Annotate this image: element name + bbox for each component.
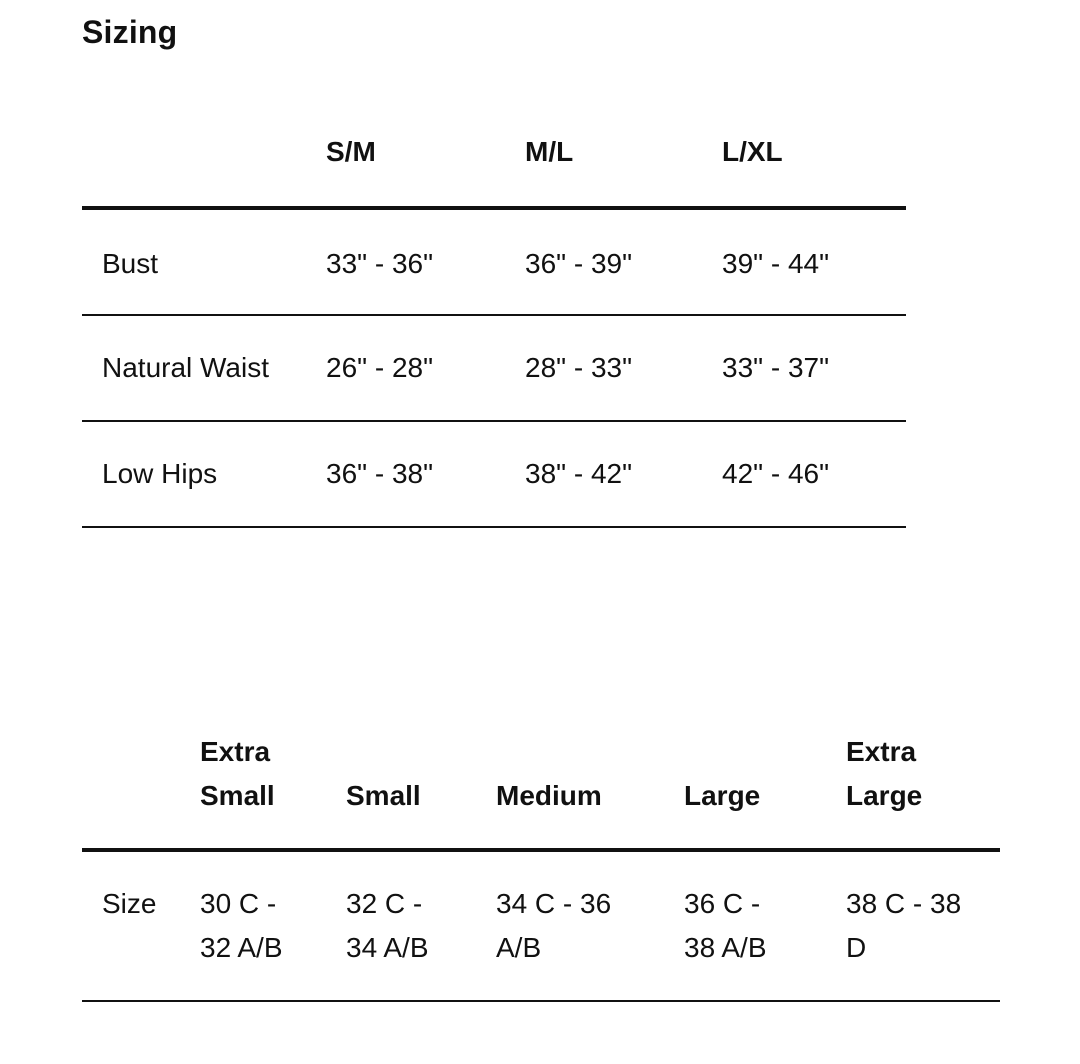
column-header-m-l: M/L	[525, 136, 574, 167]
cell-line: A/B	[496, 932, 542, 963]
header-line: Large	[684, 780, 761, 811]
cell-line: 32 C -	[346, 888, 423, 919]
cell-line: 38 A/B	[684, 932, 767, 963]
size-chart-table-bra	[82, 718, 1000, 1002]
column-header-small	[346, 774, 421, 818]
table-row-natural-waist	[82, 316, 906, 422]
table-cell	[346, 882, 429, 970]
column-header-s-m: S/M	[326, 136, 376, 167]
row-label: Low Hips	[102, 458, 218, 489]
header-line: Small	[346, 780, 421, 811]
table-cell	[684, 882, 767, 970]
table-row-bust	[82, 210, 906, 316]
size-chart-table-apparel	[82, 100, 906, 528]
table-cell: 28" - 33"	[525, 352, 633, 383]
table-cell: 33" - 36"	[326, 248, 434, 279]
column-header-extra-small	[200, 730, 275, 818]
column-header-l-xl: L/XL	[722, 136, 783, 167]
row-label: Bust	[102, 248, 159, 279]
table-cell: 33" - 37"	[722, 352, 830, 383]
cell-line: D	[846, 932, 867, 963]
table-row-size	[82, 852, 1000, 1002]
table-header	[82, 718, 1000, 848]
header-line: Medium	[496, 780, 602, 811]
cell-line: 34 C - 36	[496, 888, 612, 919]
table-cell: 36" - 39"	[525, 248, 633, 279]
table-cell: 39" - 44"	[722, 248, 830, 279]
cell-line: 38 C - 38	[846, 888, 962, 919]
table-cell: 42" - 46"	[722, 458, 830, 489]
column-header-medium	[496, 774, 602, 818]
page-title: Sizing	[82, 14, 178, 50]
row-label: Size	[102, 888, 157, 919]
header-line: Extra	[846, 736, 917, 767]
cell-line: 30 C -	[200, 888, 277, 919]
cell-line: 34 A/B	[346, 932, 429, 963]
column-header-extra-large	[846, 730, 922, 818]
table-cell: 26" - 28"	[326, 352, 434, 383]
header-line: Large	[846, 780, 923, 811]
table-cell	[200, 882, 283, 970]
table-row-low-hips	[82, 422, 906, 528]
table-cell: 38" - 42"	[525, 458, 633, 489]
cell-line: 36 C -	[684, 888, 761, 919]
table-header	[82, 100, 906, 206]
header-line: Extra	[200, 736, 271, 767]
table-cell: 36" - 38"	[326, 458, 434, 489]
table-cell	[846, 882, 961, 970]
column-header-large	[684, 774, 760, 818]
table-cell	[496, 882, 611, 970]
header-line: Small	[200, 780, 275, 811]
row-label: Natural Waist	[102, 352, 270, 383]
cell-line: 32 A/B	[200, 932, 283, 963]
